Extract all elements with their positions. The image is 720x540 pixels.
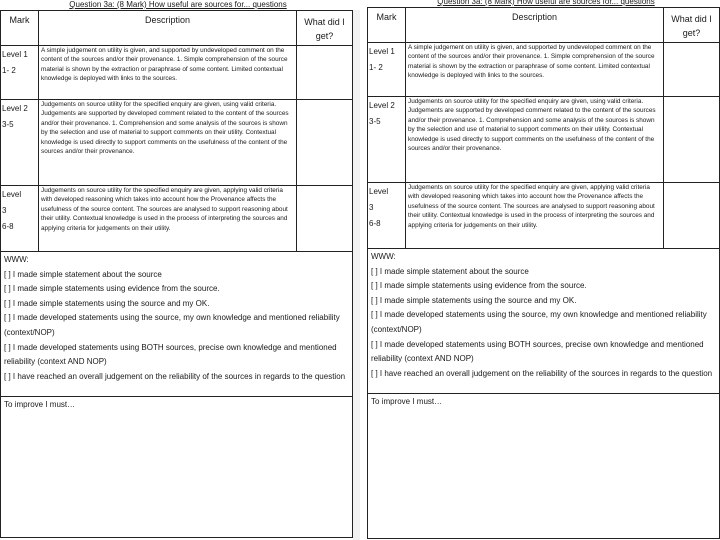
checklist-item[interactable]: [ ] I made developed statements using the source, my own knowledge and mentioned reliability (context/NOP) [371,310,707,334]
level-2-score-cell[interactable] [664,96,719,182]
improve-prompt[interactable]: To improve I must… [371,397,443,406]
level-2-row [368,96,719,183]
checklist-item[interactable]: [ ] I made simple statements using evidence from the source. [4,284,220,294]
checklist-item[interactable]: [ ] I made developed statements using the source, my own knowledge and mentioned reliability (context/NOP) [4,313,340,337]
mark-scheme-table [0,10,353,538]
level-2-description: Judgements on source utility for the specified enquiry are given, using valid criteria. Judgements are supported by developed comment related to the content of the sources and/or their provenance. 1. Comprehension and some analysis of the sources is shown by the selection and use of material to support comments on their utility. Contextual knowledge is used directly to support comments on the usefulness of the content of the sources and/or their provenance. [406,96,664,182]
worksheet-title: Question 3a: (8 Mark) How useful are sources for... questions [69,0,287,9]
level-2-label: Level 2 3-5 [1,99,39,185]
checklist-item[interactable]: [ ] I made simple statements using the source and my OK. [371,295,577,305]
worksheet-title: Question 3a: (8 Mark) How useful are sources for... questions [437,0,655,6]
header-what-did-i-get: What did I get? [671,14,712,38]
checklist-item[interactable]: [ ] I have reached an overall judgement on the reliability of the sources in regards to the question [4,371,346,381]
level-2-label: Level 2 3-5 [368,96,406,182]
level-3-label: Level 3 6-8 [368,182,406,248]
header-mark: Mark [1,11,39,45]
www-heading: WWW: [4,255,29,264]
www-heading: WWW: [371,252,396,261]
table-header [368,8,719,43]
level-1-score-cell[interactable] [664,42,719,96]
header-mark: Mark [368,8,406,42]
level-1-score-cell[interactable] [297,45,352,99]
header-what-did-i-get: What did I get? [304,17,345,41]
level-1-description: A simple judgement on utility is given, and supported by undeveloped comment on the content of the sources and/or their provenance. 1. Simple comprehension of the source material is shown by the extraction or paraphrase of some content. Limited contextual knowledge is deployed with links to the sources. [406,42,664,96]
checklist-item[interactable]: [ ] I have reached an overall judgement on the reliability of the sources in regards to the question [371,368,713,378]
level-1-row [1,45,352,100]
table-header [1,11,352,46]
level-3-label: Level 3 6-8 [1,185,39,251]
level-1-description: A simple judgement on utility is given, and supported by undeveloped comment on the content of the sources and/or their provenance. 1. Simple comprehension of the source material is shown by the extraction or paraphrase of some content. Limited contextual knowledge is deployed with links to the sources. [39,45,297,99]
www-checklist [368,248,719,394]
level-2-row [1,99,352,186]
level-3-score-cell[interactable] [664,182,719,248]
level-1-label: Level 1 1- 2 [368,42,406,96]
checklist-item[interactable]: [ ] I made simple statement about the source [4,269,162,279]
page-gutter [353,10,360,540]
level-3-description: Judgements on source utility for the specified enquiry are given, applying valid criteria with developed reasoning which takes into account how the Provenance affects the usefulness of the source content. The sources are analysed to support reasoning about their utility. Contextual knowledge is used in the process of interpreting the sources and applying criteria for judgements on their utility. [39,185,297,251]
checklist-item[interactable]: [ ] I made developed statements using BOTH sources, precise own knowledge and mentioned reliability (context AND NOP) [4,342,337,367]
header-description: Description [39,11,297,45]
level-1-label: Level 1 1- 2 [1,45,39,99]
checklist-item[interactable]: [ ] I made simple statements using the source and my OK. [4,298,210,308]
improve-prompt[interactable]: To improve I must… [4,400,76,409]
level-2-description: Judgements on source utility for the specified enquiry are given, using valid criteria. Judgements are supported by developed comment related to the content of the sources and/or their provenance. 1. Comprehension and some analysis of the sources is shown by the selection and use of material to support comments on their utility. Contextual knowledge is used directly to support comments on the usefulness of the content of the sources and/or their provenance. [39,99,297,185]
mark-scheme-table [367,7,720,539]
www-checklist [1,251,352,397]
level-3-score-cell[interactable] [297,185,352,251]
level-2-score-cell[interactable] [297,99,352,185]
checklist-item[interactable]: [ ] I made simple statement about the source [371,266,529,276]
worksheet-right [360,0,720,540]
level-3-description: Judgements on source utility for the specified enquiry are given, applying valid criteria with developed reasoning which takes into account how the Provenance affects the usefulness of the source content. The sources are analysed to support reasoning about their utility. Contextual knowledge is used in the process of interpreting the sources and applying criteria for judgements on their utility. [406,182,664,248]
checklist-item[interactable]: [ ] I made simple statements using evidence from the source. [371,281,587,291]
level-3-row [368,182,719,249]
header-description: Description [406,8,664,42]
level-1-row [368,42,719,97]
level-3-row [1,185,352,252]
checklist-item[interactable]: [ ] I made developed statements using BOTH sources, precise own knowledge and mentioned reliability (context AND NOP) [371,339,704,364]
